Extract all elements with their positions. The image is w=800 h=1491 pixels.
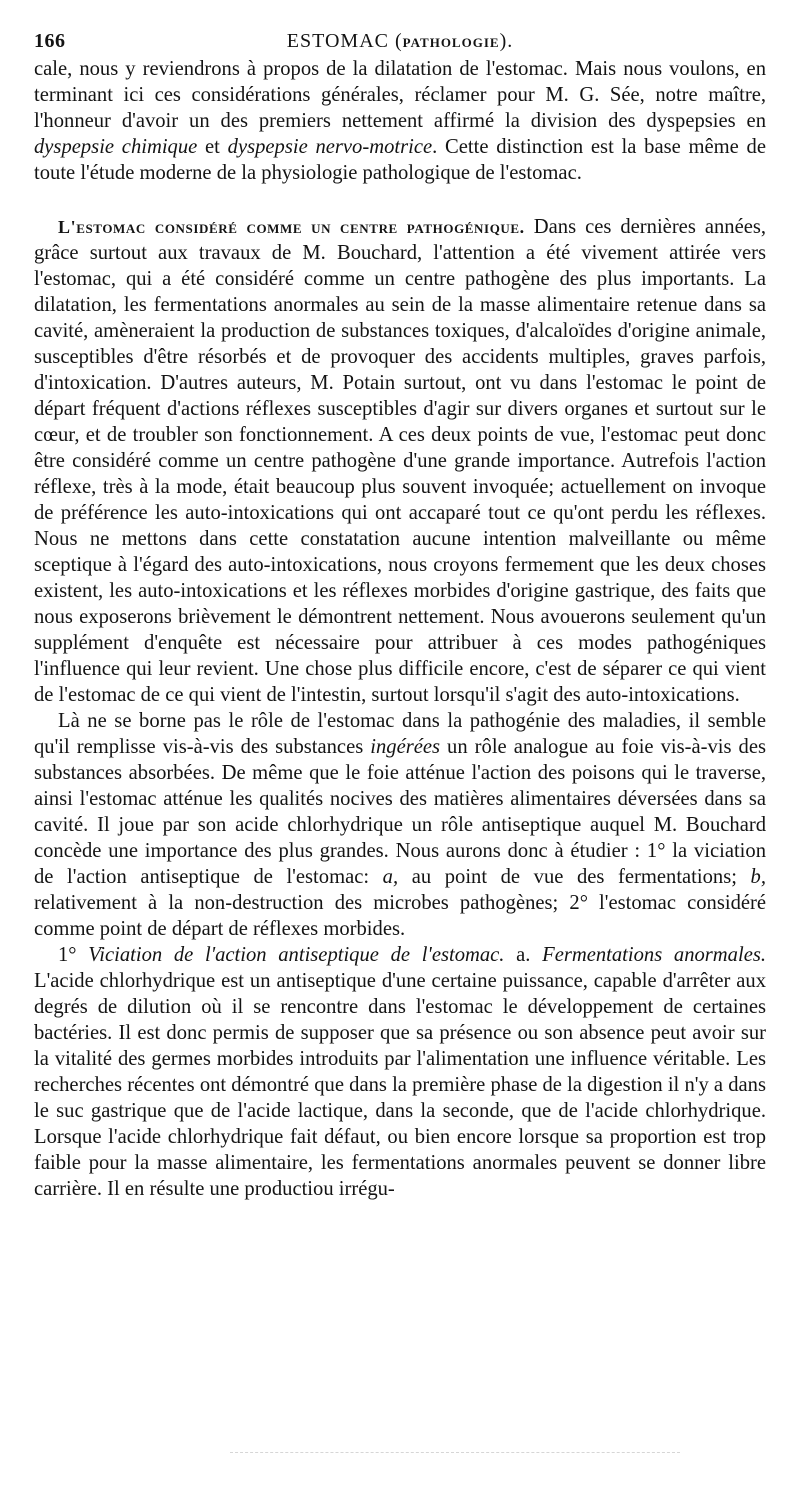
paragraph1-italic-b: dyspepsie nervo-motrice <box>227 136 433 158</box>
running-title-close: ). <box>499 30 514 52</box>
running-title-main: ESTOMAC ( <box>286 30 403 52</box>
paragraph1-text-b: et <box>197 136 228 158</box>
paragraph-viciation <box>34 942 766 1202</box>
paragraph3-text-d: relativement à la non-destruction des microbes pathogènes; 2° l'estomac considéré comme point de départ de réflexes morbides. <box>34 892 766 940</box>
paragraph3-text-b: un rôle analogue au foie vis-à-vis des substances absorbées. De même que le foie atténue l'action des poisons qui le traverse, ainsi l'estomac atténue les qualités nocives des matières alimentaires déversées dans sa cavité. Il joue par son acide chlorhydrique un rôle antiseptique auquel M. Bouchard concède une importance des plus grandes. Nous aurons donc à étudier : 1° la viciation de l'action antiseptique de l'estomac: <box>34 736 766 888</box>
paragraph3-italic-b: a, <box>382 866 399 888</box>
paragraph2-text: Dans ces dernières années, grâce surtout aux travaux de M. Bouchard, l'attention a été vivement attirée vers l'estomac, qui a été considéré comme un centre pathogène des plus importants. La dilatation, les fermentations anormales au sein de la masse alimentaire retenue dans sa cavité, amèneraient la production de substances toxiques, d'alcaloïdes d'origine animale, susceptibles d'être résorbés et de provoquer des accidents multiples, graves parfois, d'intoxication. D'autres auteurs, M. Potain surtout, ont vu dans l'estomac le point de départ fréquent d'actions réflexes susceptibles d'agir sur divers organes et surtout sur le cœur, et de troubler son fonctionnement. A ces deux points de vue, l'estomac peut donc être considéré comme un centre pathogène d'une grande importance. Autrefois l'action réflexe, très à la mode, était beaucoup plus souvent invoquée; actuellement on invoque de préférence les auto-intoxications qui ont accaparé tout ce qu'ont perdu les réflexes. Nous ne mettons dans cette constatation aucune intention malveillante ou même sceptique à l'égard des auto-intoxications, nous croyons fermement que les deux choses existent, les auto-intoxications et les réflexes morbides d'origine gastrique, des faits que nous exposerons brièvement le démontrent nettement. Nous avouerons seulement qu'un supplément d'enquête est nécessaire pour attribuer à ces modes pathogéniques l'influence qui leur revient. Une chose plus difficile encore, c'est de séparer ce qui vient de l'estomac de ce qui vient de l'intestin, surtout lorsqu'il s'agit des auto-intoxications. <box>34 216 767 706</box>
running-title-sub: PATHOLOGIE <box>402 35 500 50</box>
paragraph3-text-c: au point de vue des fermentations; <box>398 866 751 888</box>
book-page <box>34 30 766 1202</box>
paragraph4-text-b: L'acide chlorhydrique est un antiseptique d'une certaine puissance, capable d'arrêter aux degrés de dilution où il se rencontre dans l'estomac le développement de certaines bactéries. Il est donc permis de supposer que sa présence ou son absence peut avoir sur la vitalité des germes morbides introduits par l'alimentation une influence véritable. Les recherches récentes ont démontré que dans la première phase de la digestion il n'y a dans le suc gastrique que de l'acide lactique, dans la seconde, que de l'acide chlorhydrique. Lorsque l'acide chlorhydrique fait défaut, ou bien encore lorsque sa proportion est trop faible pour la masse alimentaire, les fermentations anormales peuvent se donner libre carrière. Il en résulte une productiou irrégu- <box>34 970 766 1200</box>
section-heading-pathogenic-center: L'estomac considéré comme un centre pathogénique. <box>58 217 525 237</box>
paragraph4-italic-heading: Viciation de l'action antiseptique de l'estomac. <box>88 944 505 966</box>
paragraph3-italic-c: b, <box>750 866 766 888</box>
paragraph1-text-c: . Cette distinction est la base même de toute l'étude moderne de la physiologie pathologique de l'estomac. <box>34 136 766 184</box>
paragraph-role-antiseptic <box>34 708 766 942</box>
paragraph-section-pathogenic-center <box>34 214 766 708</box>
paragraph-continued <box>34 56 766 186</box>
paragraph4-lead: 1° <box>58 944 89 966</box>
paragraph4-italic-subheading: Fermentations anormales. <box>542 944 766 966</box>
page-bottom-marks <box>230 1452 680 1455</box>
running-title <box>34 30 766 53</box>
paragraph4-text-a: a. <box>504 944 543 966</box>
paragraph3-italic-a: ingérées <box>370 736 441 758</box>
paragraph1-text-a: cale, nous y reviendrons à propos de la dilatation de l'estomac. Mais nous voulons, en terminant ici ces considérations générales, réclamer pour M. G. Sée, notre maître, l'honneur d'avoir un des premiers nettement affirmé la division des dyspepsies en <box>34 58 766 132</box>
body-text <box>34 56 766 1202</box>
paragraph3-text-a: Là ne se borne pas le rôle de l'estomac dans la pathogénie des maladies, il semble qu'il remplisse vis-à-vis des substances <box>34 710 766 758</box>
page-number: 166 <box>34 30 66 52</box>
paragraph1-italic-a: dyspepsie chimique <box>34 136 198 158</box>
running-head <box>34 30 766 56</box>
